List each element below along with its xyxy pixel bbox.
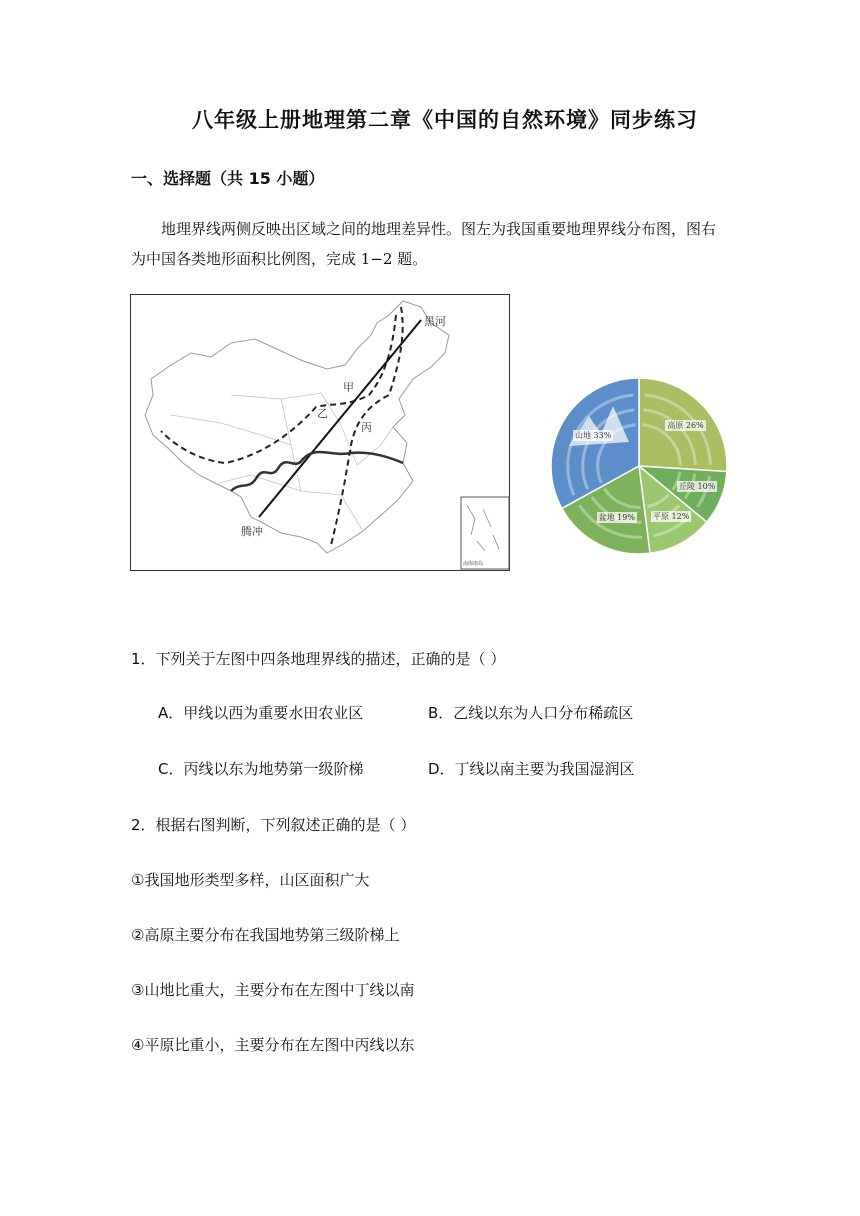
question-2-stem: 2．根据右图判断，下列叙述正确的是（ ） [131,816,416,834]
label-inset: 南海诸岛 [463,561,484,567]
pie-svg [549,376,729,556]
question-1-option-d: D．丁线以南主要为我国湿润区 [428,760,635,778]
pie-label-0: 山地 33% [575,431,612,441]
pie-label-3: 平原 12% [652,511,690,521]
intro-paragraph: 地理界线两侧反映出区域之间的地理差异性。图左为我国重要地理界线分布图，图右为中国各类地形面积比例图，完成 1−2 题。 [131,220,717,268]
question-1-stem: 1．下列关于左图中四条地理界线的描述，正确的是（ ） [131,650,506,668]
question-2-statement-2: ②高原主要分布在我国地势第三级阶梯上 [131,926,400,944]
question-2-statement-4: ④平原比重小，主要分布在左图中丙线以东 [131,1036,415,1054]
pie-label-2: 丘陵 10% [679,482,716,492]
document-title: 八年级上册地理第二章《中国的自然环境》同步练习 [192,107,698,132]
pie-label-1: 高原 26% [667,421,704,431]
question-2-statement-1: ①我国地形类型多样，山区面积广大 [131,871,370,889]
pie-label-4: 盆地 19% [598,512,635,522]
section-heading: 一、选择题（共 15 小题） [131,169,325,188]
label-yi: 乙 [317,407,328,420]
label-jia: 甲 [343,381,354,394]
china-outline-map [131,295,511,572]
question-1-option-b: B．乙线以东为人口分布稀疏区 [428,704,634,722]
question-1-option-c: C．丙线以东为地势第一级阶梯 [158,760,364,778]
question-2-statement-3: ③山地比重大，主要分布在左图中丁线以南 [131,981,415,999]
label-bing: 丙 [361,421,372,434]
question-1-option-a: A．甲线以西为重要水田农业区 [158,704,364,722]
label-tengchong: 腾冲 [241,525,263,538]
landform-pie-chart [549,376,729,560]
label-heihe: 黑河 [424,315,446,328]
boundary-lines-map [130,294,510,571]
china-outline [145,301,449,553]
